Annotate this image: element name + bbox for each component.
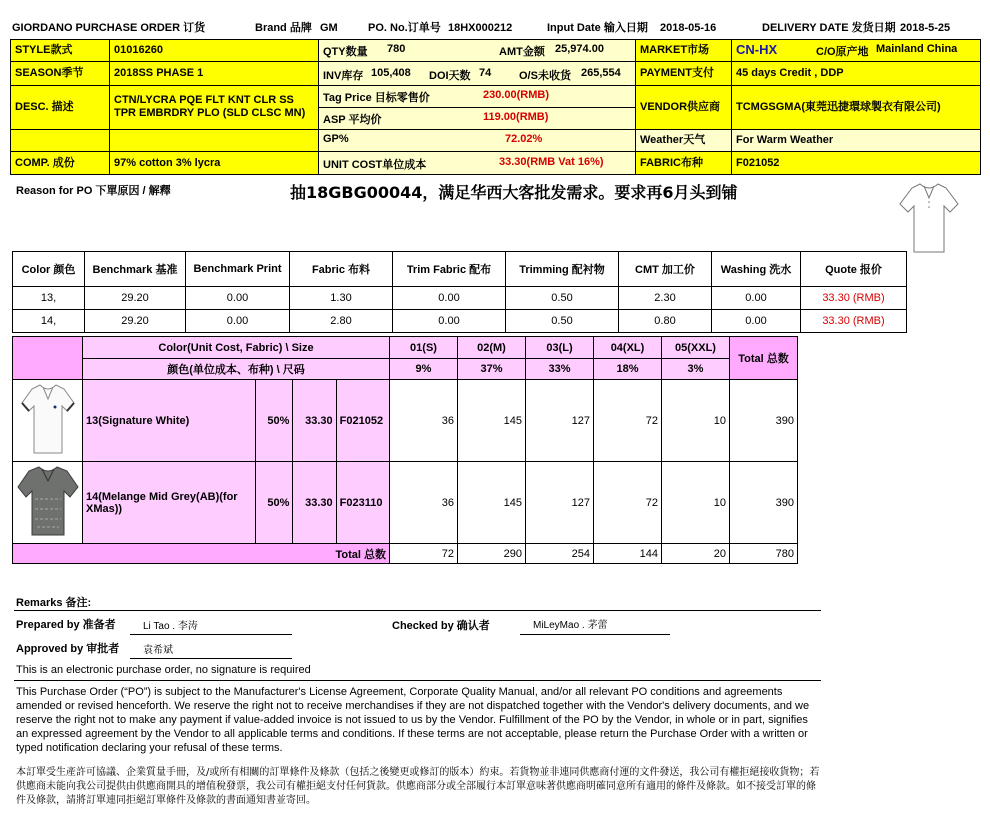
col1-blank bbox=[10, 129, 110, 152]
cost-header-cell: CMT 加工价 bbox=[619, 252, 712, 287]
qty-amt-row bbox=[318, 39, 636, 62]
checked-by-label: Checked by 确认者 bbox=[392, 620, 490, 632]
qty-cell: 36 bbox=[390, 462, 458, 544]
size-header-title-cn: 颜色(单位成本、布种) \ 尺码 bbox=[83, 359, 390, 380]
prepared-by-label: Prepared by 准备者 bbox=[16, 619, 116, 631]
cost-cell: 14, bbox=[13, 310, 85, 333]
cost-header-row bbox=[13, 252, 907, 287]
cost-cell: 0.00 bbox=[712, 287, 801, 310]
signature-line bbox=[130, 634, 292, 635]
remarks-label: Remarks 备注: bbox=[16, 597, 92, 609]
gp-row bbox=[318, 129, 636, 152]
tag-price-row bbox=[318, 85, 636, 108]
season-value: 2018SS PHASE 1 bbox=[109, 61, 319, 86]
size-label: 03(L) bbox=[526, 337, 594, 359]
total-header: Total 总数 bbox=[730, 337, 798, 380]
reason-label: Reason for PO 下單原因 / 解釋 bbox=[16, 185, 171, 197]
row-total: 390 bbox=[730, 380, 798, 462]
season-label: SEASON季节 bbox=[10, 61, 110, 86]
size-row bbox=[13, 462, 798, 544]
size-ratio: 9% bbox=[390, 359, 458, 380]
cost-cell: 0.50 bbox=[506, 310, 619, 333]
tag-price-label: Tag Price 目标零售价 bbox=[323, 92, 430, 104]
product-photo-cell bbox=[13, 462, 83, 544]
terms-chinese: 本訂單受生產許可協議、企業質量手冊，及/或所有相關的訂單條件及條款（包括之後變更或修訂的版本）約束。若貨物並非連同供應商付運的文件發送，我公司有權拒絕接收貨物；若供應商未能向我公司提供由供應商開具的增值稅發票，我公司有權拒絕支付任何貨款。供應商部分或全部履行本訂單意味著供應商明確同意所有適用的條件及條款。如不接受訂單的條件及條款，請將訂單連同拒絕訂單條件及條款的書面通知書並寄回。 bbox=[16, 767, 820, 806]
color-name: 13(Signature White) bbox=[83, 380, 256, 462]
cost-cell: 29.20 bbox=[85, 310, 186, 333]
gp-value: 72.02% bbox=[505, 133, 543, 145]
footer-grand-total: 780 bbox=[730, 544, 798, 564]
market-value: CN-HX bbox=[736, 42, 778, 57]
cost-cell: 0.80 bbox=[619, 310, 712, 333]
unit-cost-value: 33.30(RMB Vat 16%) bbox=[499, 156, 604, 168]
size-label: 02(M) bbox=[458, 337, 526, 359]
size-header-title: Color(Unit Cost, Fabric) \ Size bbox=[83, 337, 390, 359]
size-ratio: 3% bbox=[662, 359, 730, 380]
divider bbox=[14, 610, 821, 611]
os-label: O/S未收货 bbox=[519, 70, 571, 82]
cost-cell: 2.30 bbox=[619, 287, 712, 310]
os-value: 265,554 bbox=[581, 67, 621, 79]
size-label: 01(S) bbox=[390, 337, 458, 359]
fabric-value: F021052 bbox=[731, 151, 981, 175]
delivery-date-value: 2018-5-25 bbox=[900, 22, 951, 34]
input-date-label: Input Date 输入日期 bbox=[547, 22, 648, 34]
checked-by-value: MiLeyMao . 茅蕾 bbox=[533, 620, 608, 631]
payment-label: PAYMENT支付 bbox=[635, 61, 732, 86]
cost-row bbox=[13, 287, 907, 310]
cost-header-cell: Trimming 配衬物 bbox=[506, 252, 619, 287]
document-title: GIORDANO PURCHASE ORDER 订货 bbox=[12, 22, 206, 34]
style-value: 01016260 bbox=[109, 39, 319, 62]
grey-polo-photo bbox=[17, 463, 79, 539]
cost-cell: 2.80 bbox=[290, 310, 393, 333]
cost-header-cell: Benchmark 基准 bbox=[85, 252, 186, 287]
inv-label: INV库存 bbox=[323, 70, 364, 82]
cost-cell: 0.00 bbox=[712, 310, 801, 333]
cost-cell: 0.00 bbox=[393, 310, 506, 333]
white-polo-photo bbox=[20, 381, 76, 457]
doi-value: 74 bbox=[479, 67, 492, 79]
delivery-date-label: DELIVERY DATE 发货日期 bbox=[762, 22, 896, 34]
cost-header-cell: Fabric 布料 bbox=[290, 252, 393, 287]
color-fabric: F021052 bbox=[336, 380, 389, 462]
unit-cost-label: UNIT COST单位成本 bbox=[323, 159, 427, 171]
amt-value: 25,974.00 bbox=[555, 43, 604, 55]
qty-cell: 127 bbox=[526, 380, 594, 462]
qty-cell: 10 bbox=[662, 462, 730, 544]
reason-text: 抽18GBG00044，满足华西大客批发需求。要求再6月头到铺 bbox=[290, 183, 738, 202]
col1-blank-2 bbox=[109, 129, 319, 152]
footer-qty: 72 bbox=[390, 544, 458, 564]
cost-breakdown-table bbox=[12, 251, 907, 333]
desc-value: CTN/LYCRA PQE FLT KNT CLR SS TPR EMBRDRY PLO (SLD CLSC MN) bbox=[109, 85, 319, 130]
asp-row bbox=[318, 107, 636, 130]
color-name: 14(Melange Mid Grey(AB)(for XMas)) bbox=[83, 462, 256, 544]
footer-qty: 254 bbox=[526, 544, 594, 564]
input-date-value: 2018-05-16 bbox=[660, 22, 717, 34]
style-label: STYLE款式 bbox=[10, 39, 110, 62]
cost-cell: 13, bbox=[13, 287, 85, 310]
footer-qty: 144 bbox=[594, 544, 662, 564]
qty-cell: 127 bbox=[526, 462, 594, 544]
cost-header-cell: Washing 洗水 bbox=[712, 252, 801, 287]
payment-value: 45 days Credit , DDP bbox=[731, 61, 981, 86]
origin-value: Mainland China bbox=[876, 43, 958, 55]
divider bbox=[14, 680, 821, 681]
size-ratio-row bbox=[13, 359, 798, 380]
size-ratio: 37% bbox=[458, 359, 526, 380]
asp-label: ASP 平均价 bbox=[323, 114, 382, 126]
tag-price-value: 230.00(RMB) bbox=[483, 89, 550, 101]
footer-total-label: Total 总数 bbox=[13, 544, 390, 564]
cost-cell: 29.20 bbox=[85, 287, 186, 310]
vendor-label: VENDOR供应商 bbox=[635, 85, 732, 130]
cost-row bbox=[13, 310, 907, 333]
qty-cell: 72 bbox=[594, 380, 662, 462]
row-total: 390 bbox=[730, 462, 798, 544]
quote-cell: 33.30 (RMB) bbox=[801, 287, 907, 310]
cost-cell: 1.30 bbox=[290, 287, 393, 310]
size-ratio: 18% bbox=[594, 359, 662, 380]
approved-by-value: 袁希斌 bbox=[143, 645, 173, 656]
size-total-row bbox=[13, 544, 798, 564]
color-fabric: F023110 bbox=[336, 462, 389, 544]
product-photo-cell bbox=[13, 380, 83, 462]
unit-cost-row bbox=[318, 151, 636, 175]
signature-line bbox=[130, 658, 292, 659]
weather-label: Weather天气 bbox=[635, 129, 732, 152]
amt-label: AMT金额 bbox=[499, 46, 545, 58]
size-row bbox=[13, 380, 798, 462]
size-quantity-table bbox=[12, 336, 798, 564]
qty-cell: 10 bbox=[662, 380, 730, 462]
brand-value: GM bbox=[320, 22, 338, 34]
qty-cell: 145 bbox=[458, 462, 526, 544]
cost-cell: 0.50 bbox=[506, 287, 619, 310]
size-ratio: 33% bbox=[526, 359, 594, 380]
asp-value: 119.00(RMB) bbox=[483, 111, 549, 123]
desc-label: DESC. 描述 bbox=[10, 85, 110, 130]
weather-value: For Warm Weather bbox=[731, 129, 981, 152]
color-cost: 33.30 bbox=[293, 380, 336, 462]
qty-value: 780 bbox=[387, 43, 406, 55]
cost-header-cell: Quote 报价 bbox=[801, 252, 907, 287]
fabric-label: FABRIC布种 bbox=[635, 151, 732, 175]
size-label: 05(XXL) bbox=[662, 337, 730, 359]
vendor-value: TCMGSGMA(東莞迅捷環球製衣有限公司) bbox=[731, 85, 981, 130]
po-label: PO. No.订单号 bbox=[368, 22, 441, 34]
size-label: 04(XL) bbox=[594, 337, 662, 359]
market-label: MARKET市场 bbox=[635, 39, 732, 62]
cost-header-cell: Color 颜色 bbox=[13, 252, 85, 287]
gp-label: GP% bbox=[323, 133, 349, 145]
origin-label: C/O原产地 bbox=[816, 46, 869, 58]
prepared-by-value: Li Tao . 李涛 bbox=[143, 621, 198, 632]
electronic-po-note: This is an electronic purchase order, no signature is required bbox=[16, 664, 311, 676]
signature-line bbox=[520, 634, 670, 635]
brand-label: Brand 品牌 bbox=[255, 22, 312, 34]
cost-cell: 0.00 bbox=[186, 287, 290, 310]
footer-qty: 290 bbox=[458, 544, 526, 564]
qty-cell: 145 bbox=[458, 380, 526, 462]
comp-label: COMP. 成份 bbox=[10, 151, 110, 175]
market-row bbox=[731, 39, 981, 62]
cost-cell: 0.00 bbox=[393, 287, 506, 310]
cost-header-cell: Trim Fabric 配布 bbox=[393, 252, 506, 287]
size-header-row bbox=[13, 337, 798, 359]
photo-header-cell bbox=[13, 337, 83, 380]
doi-label: DOI天数 bbox=[429, 70, 471, 82]
footer-qty: 20 bbox=[662, 544, 730, 564]
qty-label: QTY数量 bbox=[323, 46, 368, 58]
polo-shirt-sketch-icon bbox=[898, 178, 960, 256]
comp-value: 97% cotton 3% lycra bbox=[109, 151, 319, 175]
approved-by-label: Approved by 审批者 bbox=[16, 643, 120, 655]
qty-cell: 72 bbox=[594, 462, 662, 544]
terms-english: This Purchase Order (“PO”) is subject to the Manufacturer's License Agreement, Corporate Quality Manual, and/or all relevant PO conditions and agreements amended or revised henceforth. We reserve the right not to receive merchandises if they are not dispatched together with the Vendor's delivery documents, and we reserve the right not to make any payment if value-added invoice is not issued to us by the Vendor. Fulfillment of the PO by the Vendor, in whole or in part, signifies an expressed agreement by the Vendor to all applicable terms and conditions. If these terms are not acceptable, please return the Purchase Order with a written or typed notification declaring your refusal of these terms. bbox=[16, 686, 810, 754]
cost-cell: 0.00 bbox=[186, 310, 290, 333]
inv-row bbox=[318, 61, 636, 86]
quote-cell: 33.30 (RMB) bbox=[801, 310, 907, 333]
color-cost: 33.30 bbox=[293, 462, 336, 544]
qty-cell: 36 bbox=[390, 380, 458, 462]
cost-header-cell: Benchmark Print bbox=[186, 252, 290, 287]
po-value: 18HX000212 bbox=[448, 22, 513, 34]
inv-value: 105,408 bbox=[371, 67, 411, 79]
color-pct: 50% bbox=[256, 462, 293, 544]
color-pct: 50% bbox=[256, 380, 293, 462]
